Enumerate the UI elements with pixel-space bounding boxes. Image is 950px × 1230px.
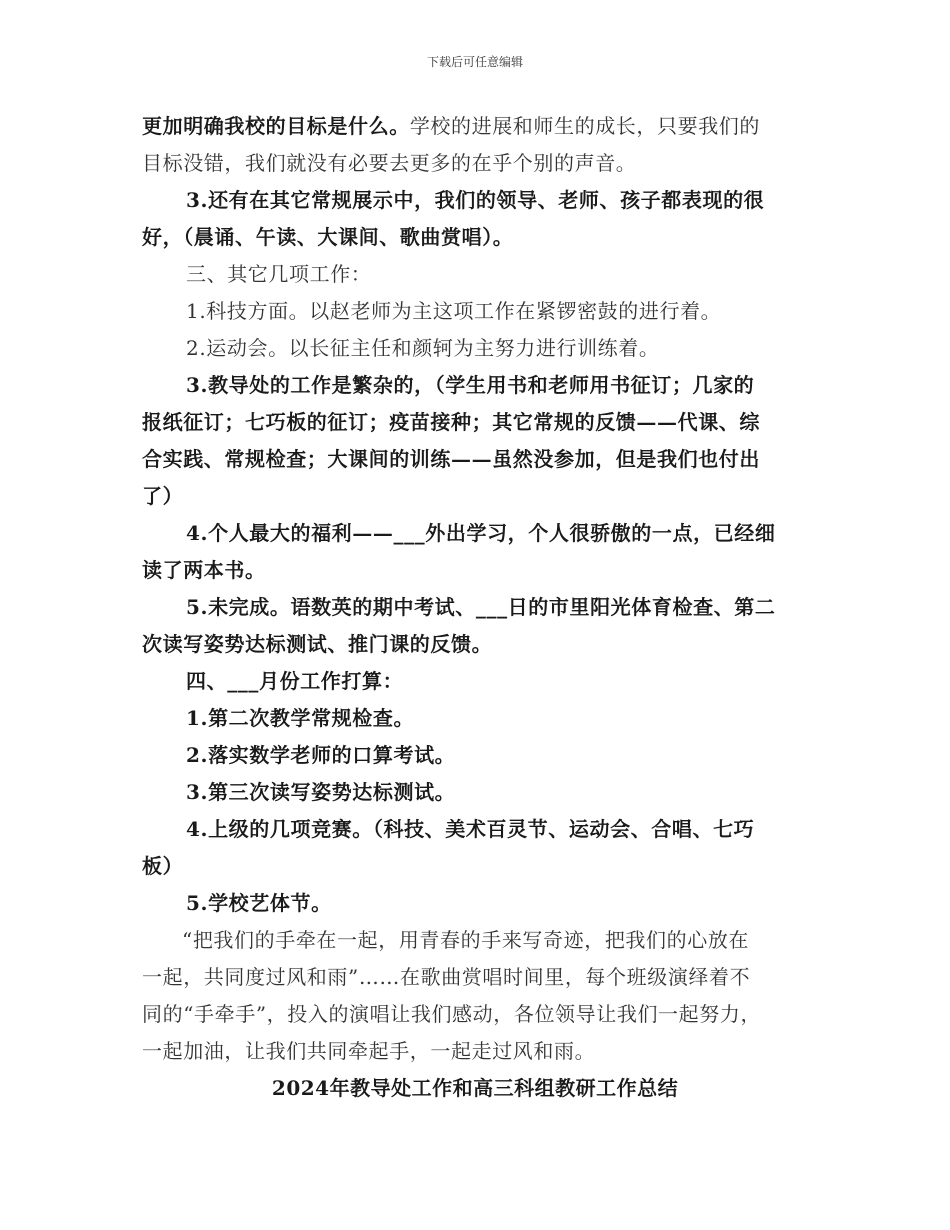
paragraph-line <box>142 108 812 145</box>
paragraph-line: 合实践、常规检查；大课间的训练——虽然没参加，但是我们也付出 <box>142 447 760 471</box>
list-item: 4.个人最大的福利——___外出学习，个人很骄傲的一点，已经细 <box>186 521 776 545</box>
paragraph-line: 3.还有在其它常规展示中，我们的领导、老师、孩子都表现的很 <box>186 188 765 212</box>
list-item: 3.第三次读写姿势达标测试。 <box>186 780 456 804</box>
paragraph-line: 好，（晨诵、午读、大课间、歌曲赏唱）。 <box>142 225 514 249</box>
paragraph-line: 一起加油，让我们共同牵起手，一起走过风和雨。 <box>142 1039 596 1063</box>
list-item: 2.运动会。以长征主任和颜轲为主努力进行训练着。 <box>186 336 660 360</box>
paragraph-line: 读了两本书。 <box>142 558 266 582</box>
paragraph-line: 一起，共同度过风和雨”……在歌曲赏唱时间里，每个班级演绎着不 <box>142 965 751 989</box>
list-item: 3.教导处的工作是繁杂的，（学生用书和老师用书征订；几家的 <box>186 373 755 397</box>
paragraph-line: 板） <box>142 854 184 878</box>
paragraph-line: 次读写姿势达标测试、推门课的反馈。 <box>142 632 493 656</box>
section-heading: 三、其它几项工作： <box>186 262 372 286</box>
paragraph-line: 了） <box>142 484 184 508</box>
page-header-note: 下载后可任意编辑 <box>426 55 523 69</box>
line-text: 学校的进展和师生的成长，只要我们的 <box>409 114 761 138</box>
section-heading: 四、___月份工作打算： <box>186 669 404 693</box>
paragraph-line: 同的“手牵手”，投入的演唱让我们感动，各位领导让我们一起努力， <box>142 1002 762 1026</box>
paragraph-line: 报纸征订；七巧板的征订；疫苗接种；其它常规的反馈——代课、综 <box>142 410 760 434</box>
paragraph-line: “把我们的手牵在一起，用青春的手来写奇迹，把我们的心放在 <box>182 928 750 952</box>
document-body <box>142 108 812 1070</box>
list-item: 4.上级的几项竞赛。（科技、美术百灵节、运动会、合唱、七巧 <box>186 817 755 841</box>
list-item: 2.落实数学老师的口算考试。 <box>186 743 456 767</box>
list-item: 5.未完成。语数英的期中考试、___日的市里阳光体育检查、第二 <box>186 595 776 619</box>
list-item: 5.学校艺体节。 <box>186 891 332 915</box>
list-item: 1.第二次教学常规检查。 <box>186 706 415 730</box>
paragraph-line: 目标没错，我们就没有必要去更多的在乎个别的声音。 <box>142 151 637 175</box>
document-title: 2024年教导处工作和高三科组教研工作总结 <box>271 1076 679 1100</box>
line-bold-text: 更加明确我校的目标是什么。 <box>142 114 410 138</box>
list-item: 1.科技方面。以赵老师为主这项工作在紧锣密鼓的进行着。 <box>186 299 722 323</box>
